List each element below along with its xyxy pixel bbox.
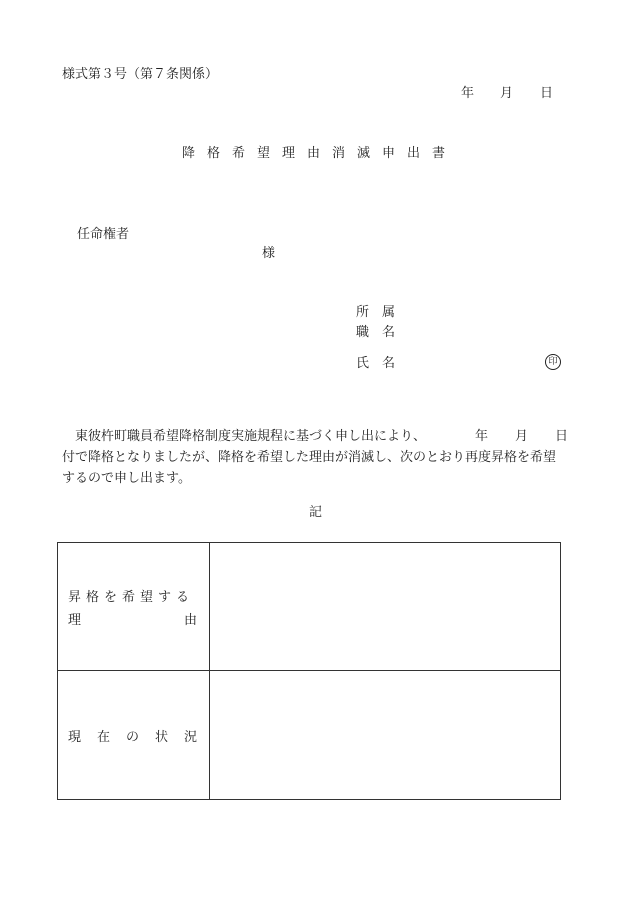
body-year: 年 bbox=[475, 429, 489, 444]
body-line2: 付で降格となりましたが、降格を希望した理由が消滅し、次のとおり再度昇格を希望 bbox=[62, 450, 557, 465]
status-label-char: の bbox=[125, 729, 139, 745]
affiliation-label: 所 属 bbox=[356, 305, 396, 320]
addressee-label: 任命権者 bbox=[77, 227, 130, 242]
reason-value-cell[interactable] bbox=[210, 543, 561, 671]
reason-label-line1: 昇格を希望する bbox=[68, 589, 195, 605]
request-table bbox=[57, 542, 561, 800]
body-line3: するので申し出ます。 bbox=[62, 471, 191, 486]
status-value-cell[interactable] bbox=[210, 671, 561, 800]
seal-icon: 印 bbox=[545, 354, 561, 370]
date-day-label: 日 bbox=[540, 86, 554, 101]
status-label-char: 現 bbox=[68, 729, 82, 745]
status-label-char: 況 bbox=[183, 729, 197, 745]
status-label-char: 状 bbox=[154, 729, 168, 745]
form-number: 様式第３号（第７条関係） bbox=[62, 67, 219, 82]
application-body bbox=[62, 426, 574, 489]
status-label-char: 在 bbox=[96, 729, 110, 745]
status-label bbox=[68, 726, 209, 745]
reason-label-cell bbox=[58, 543, 210, 671]
table-row bbox=[58, 671, 561, 800]
reason-label-ri: 理 bbox=[68, 612, 82, 628]
name-label: 氏 名 bbox=[356, 356, 396, 371]
document-title: 降格希望理由消滅申出書 bbox=[182, 146, 458, 161]
position-label: 職 名 bbox=[356, 325, 396, 340]
body-month: 月 bbox=[515, 429, 529, 444]
body-line1: 東彼杵町職員希望降格制度実施規程に基づく申し出により、 bbox=[75, 429, 427, 444]
body-day: 日 bbox=[555, 429, 569, 444]
date-year-label: 年 bbox=[461, 86, 475, 101]
addressee-honorific: 様 bbox=[262, 246, 276, 261]
date-month-label: 月 bbox=[500, 86, 514, 101]
table-row bbox=[58, 543, 561, 671]
reason-label-yu: 由 bbox=[183, 612, 197, 628]
reason-label-line2 bbox=[68, 609, 209, 628]
status-label-cell bbox=[58, 671, 210, 800]
ki-heading: 記 bbox=[309, 505, 323, 520]
